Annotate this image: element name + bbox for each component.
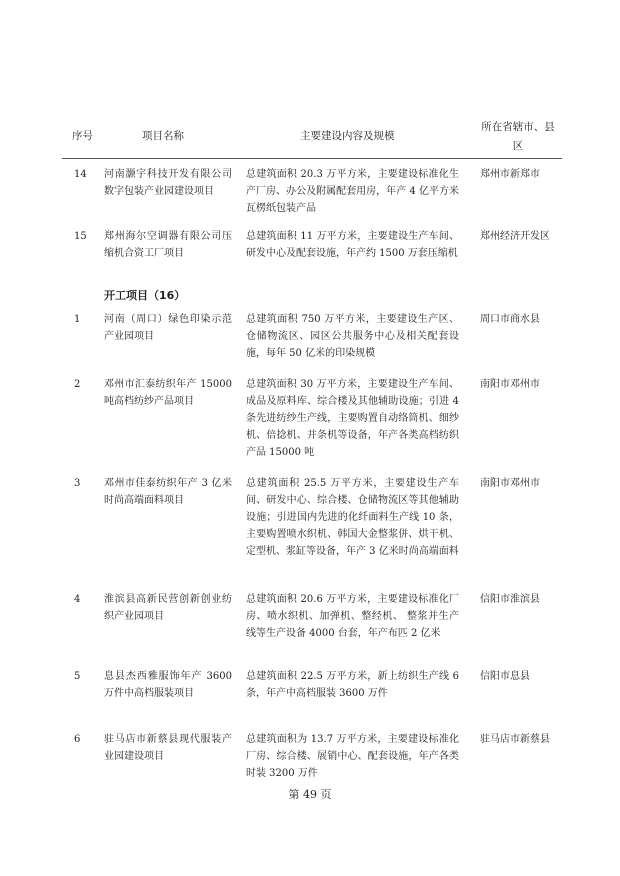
row-number: 4 xyxy=(74,594,81,605)
row-location: 信阳市息县 xyxy=(480,671,530,682)
row-project-name: 淮滨县高新民营创新创业纺织产业园项目 xyxy=(104,594,232,622)
row-number: 1 xyxy=(74,314,81,325)
row-content: 总建筑面积 20.6 万平方米，主要建设标准化厂房、喷水织机、加弹机、整经机、 整浆并生产线等生产设备 4000 台套，年产布匹 2 亿米 xyxy=(246,594,459,639)
row-location: 南阳市邓州市 xyxy=(480,379,540,390)
header-project-name: 项目名称 xyxy=(142,130,184,142)
row-project-name: 驻马店市新蔡县现代服装产业园建设项目 xyxy=(104,734,232,762)
row-location: 郑州市新郑市 xyxy=(480,169,540,180)
row-project-name: 河南（周口）绿色印染示范产业园项目 xyxy=(104,314,232,342)
row-number: 6 xyxy=(74,734,81,745)
row-content: 总建筑面积 750 万平方米，主要建设生产区、仓储物流区、园区公共服务中心及相关配套设施，每年 50 亿米的印染规模 xyxy=(246,314,459,359)
table-header xyxy=(62,118,562,159)
row-location: 郑州经济开发区 xyxy=(480,231,550,242)
row-project-name: 息县杰西雅服饰年产 3600 万件中高档服装项目 xyxy=(104,671,232,699)
page-number: 第 49 页 xyxy=(288,788,332,801)
header-location: 所在省辖市、县区 xyxy=(481,121,555,152)
row-number: 3 xyxy=(74,478,81,489)
row-content: 总建筑面积 22.5 万平方米，新上纺织生产线 6 条，年产中高档服装 3600 万件 xyxy=(246,671,459,699)
row-number: 5 xyxy=(74,671,81,682)
row-number: 2 xyxy=(74,379,81,390)
row-project-name: 河南灏宇科技开发有限公司数字包装产业园建设项目 xyxy=(104,169,232,197)
row-location: 周口市商水县 xyxy=(480,314,540,325)
row-content: 总建筑面积 25.5 万平方米，主要建设生产车间、研发中心、综合楼、仓储物流区等其他辅助设施；引进国内先进的化纤面料生产线 10 条，主要购置喷水织机、韩国大金整浆併、烘干机、定型机、浆缸等设备，年产 3 亿米时尚高端面料 xyxy=(246,478,459,557)
row-project-name: 邓州市汇泰纺织年产 15000 吨高档纺纱产品项目 xyxy=(104,379,232,407)
row-location: 信阳市淮滨县 xyxy=(480,594,540,605)
row-content: 总建筑面积 30 万平方米，主要建设生产车间、成品及原料库、综合楼及其他辅助设施；引进 4 条先进纺纱生产线，主要购置自动络筒机、细纱机、倍捻机、并条机等设备，年产各类高档纺织产品 15000 吨 xyxy=(246,379,459,458)
row-location: 驻马店市新蔡县 xyxy=(480,734,550,745)
header-number: 序号 xyxy=(72,130,93,142)
section-title: 开工项目（16） xyxy=(104,289,186,302)
row-project-name: 郑州海尔空调器有限公司压缩机合资工厂项目 xyxy=(104,231,232,259)
row-content: 总建筑面积 11 万平方米，主要建设生产车间、研发中心及配套设施，年产约 1500 万套压缩机 xyxy=(246,231,459,259)
row-content: 总建筑面积 20.3 万平方米，主要建设标准化生产厂房、办公及附属配套用房，年产 4 亿平方米瓦楞纸包装产品 xyxy=(246,169,459,214)
row-project-name: 邓州市佳泰纺织年产 3 亿米时尚高端面料项目 xyxy=(104,478,232,506)
row-number: 15 xyxy=(74,231,87,242)
row-location: 南阳市邓州市 xyxy=(480,478,540,489)
header-construction-content: 主要建设内容及规模 xyxy=(300,130,395,142)
row-content: 总建筑面积为 13.7 万平方米，主要建设标准化厂房、综合楼、展销中心、配套设施，年产各类时装 3200 万件 xyxy=(246,734,459,779)
row-number: 14 xyxy=(74,169,87,180)
